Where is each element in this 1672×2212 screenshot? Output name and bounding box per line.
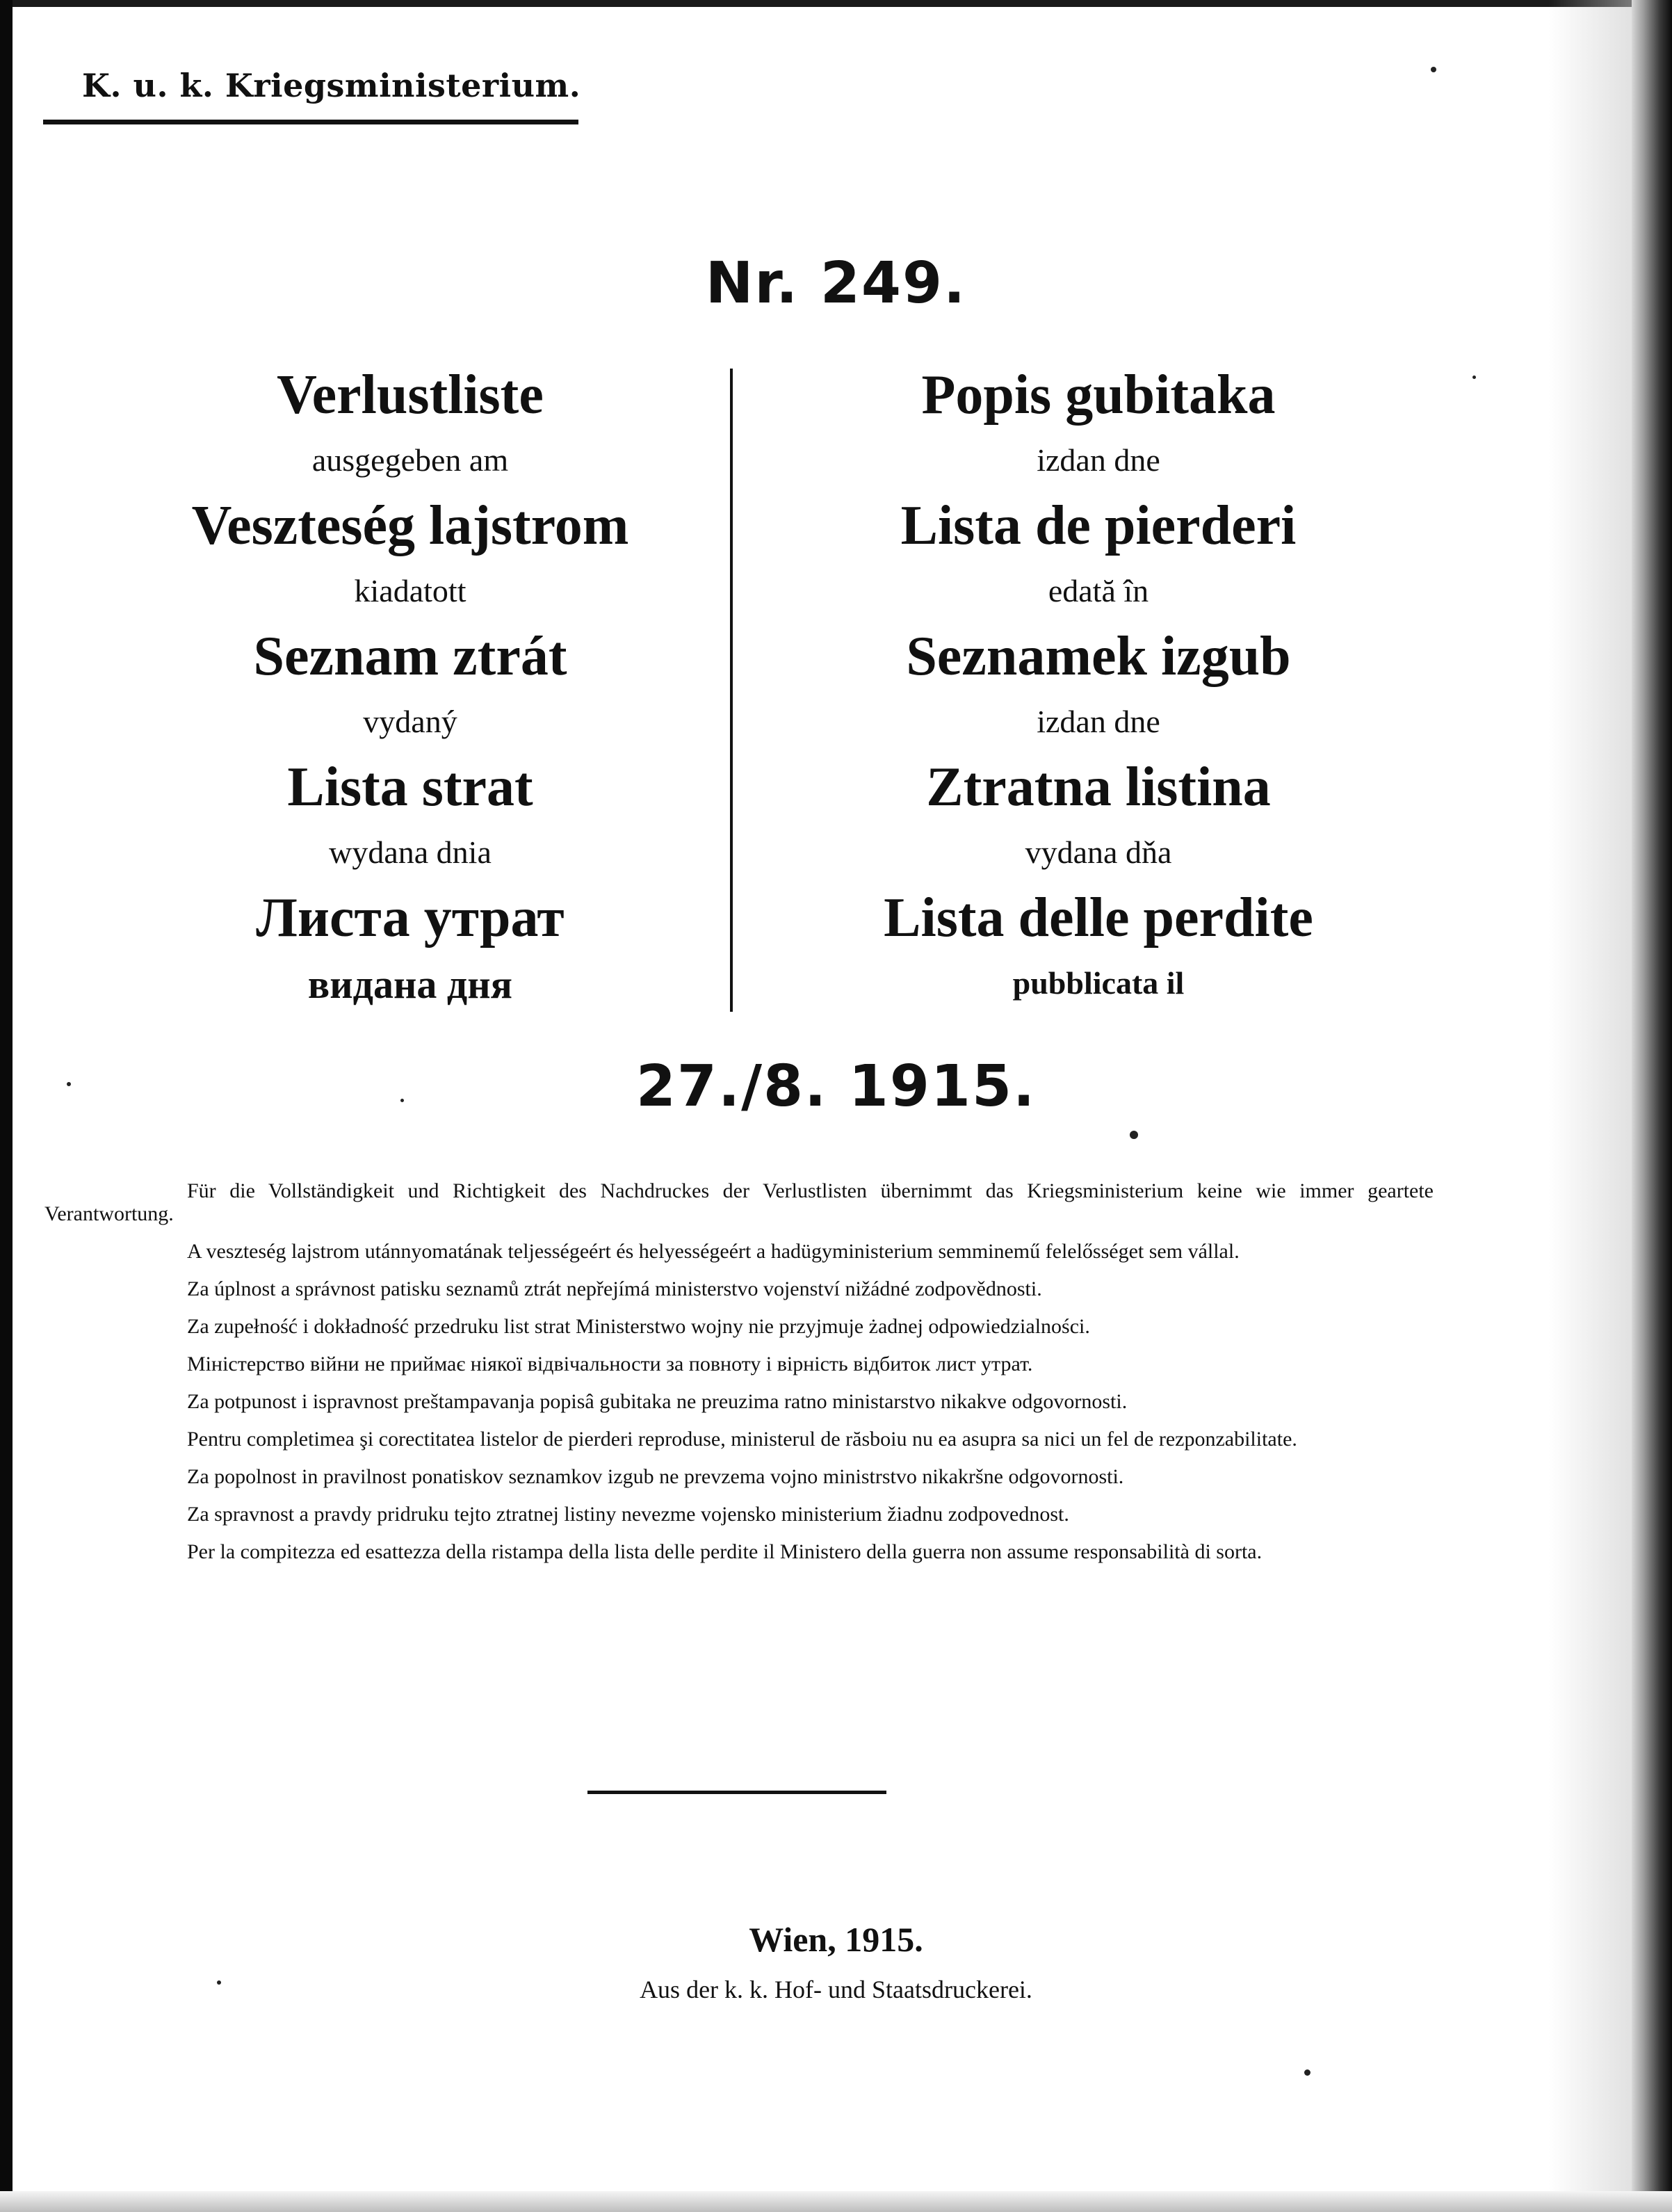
subtitle-slovak: vydana dňa [1025, 834, 1172, 870]
scan-border-top [0, 0, 1672, 7]
scan-speck [67, 1082, 71, 1086]
scan-speck [1130, 1131, 1138, 1139]
notice-croatian: Za potpunost i ispravnost preštampavanja popisâ gubitaka ne preuzima ratno ministarstvo nikakve odgovornosti. [187, 1390, 1128, 1413]
title-slovak: Ztratna listina [926, 757, 1271, 818]
title-romanian: Lista de pierderi [900, 495, 1297, 556]
title-ruthenian: Листа утрат [256, 887, 565, 948]
title-column-right [765, 362, 1432, 1015]
scan-speck [1431, 67, 1436, 72]
title-hungarian: Veszteség lajstrom [191, 495, 629, 556]
notice-ruthenian: Міністерство війни не приймає ніякої відвічальности за повноту і вірність відбиток лист утрат. [187, 1353, 1033, 1375]
title-german: Verlustliste [277, 364, 544, 426]
scan-speck [1472, 376, 1476, 379]
notice-polish: Za zupełność i dokładność przedruku list strat Ministerstwo wojny nie przyjmuje żadnej odpowiedzialności. [187, 1315, 1090, 1338]
notice-romanian: Pentru completimea şi corectitatea listelor de pierderi reproduse, ministerul de răsboiu nu ea asupra sa nici un fel de rezponzabilitate. [187, 1428, 1297, 1451]
notice-slovenian: Za popolnost in pravilnost ponatiskov seznamkov izgub ne prevzema vojno ministrstvo nikakršne odgovornosti. [187, 1465, 1124, 1488]
subtitle-italian: pubblicata il [1012, 965, 1185, 1001]
subtitle-polish: wydana dnia [329, 834, 492, 870]
scan-speck [400, 1099, 404, 1102]
subtitle-ruthenian: видана дня [307, 962, 513, 1007]
column-divider [730, 369, 733, 1012]
ministry-header: K. u. k. Kriegsministerium. [82, 67, 581, 104]
publication-date: 27./8. 1915. [635, 1053, 1037, 1120]
issue-number: Nr. 249. [705, 250, 967, 316]
subtitle-romanian: edată în [1048, 573, 1149, 608]
notice-slovak: Za spravnost a pravdy pridruku tejto ztratnej listiny nevezme vojensko ministerium žiadnu zodpovednost. [187, 1503, 1069, 1526]
scan-border-bottom [0, 2191, 1672, 2212]
title-croatian: Popis gubitaka [921, 364, 1276, 426]
footer-rule [587, 1791, 886, 1794]
subtitle-german: ausgegeben am [311, 442, 509, 478]
subtitle-slovenian: izdan dne [1037, 704, 1160, 739]
imprint-printer: Aus der k. k. Hof- und Staatsdruckerei. [640, 1976, 1032, 2003]
scan-speck [217, 1980, 221, 1985]
title-italian: Lista delle perdite [884, 887, 1313, 948]
subtitle-croatian: izdan dne [1037, 442, 1160, 478]
title-column-left [97, 362, 723, 1018]
header-rule [43, 120, 578, 124]
title-czech: Seznam ztrát [253, 626, 567, 687]
disclaimer-notices [44, 1179, 1434, 1578]
notice-german: Für die Vollständigkeit und Richtigkeit des Nachdruckes der Verlustlisten übernimmt das Kriegsministerium keine wie immer geartete Verantwortung. [44, 1179, 1434, 1225]
notice-hungarian: A veszteség lajstrom utánnyomatának teljességeért és helyességeért a hadügyministerium semminemű felelősséget sem vállal. [187, 1240, 1240, 1263]
subtitle-czech: vydaný [363, 704, 457, 739]
subtitle-hungarian: kiadatott [354, 573, 466, 608]
scan-speck [1304, 2069, 1310, 2076]
title-polish: Lista strat [287, 757, 533, 818]
imprint-city: Wien, 1915. [749, 1920, 923, 1959]
title-slovenian: Seznamek izgub [906, 626, 1291, 687]
notice-czech: Za úplnost a správnost patisku seznamů ztrát nepřejímá ministerstvo vojenství nižádné zodpovědnosti. [187, 1277, 1042, 1300]
notice-italian: Per la compitezza ed esattezza della ristampa della lista delle perdite il Ministero della guerra non assume responsabilità di sorta. [187, 1540, 1263, 1563]
